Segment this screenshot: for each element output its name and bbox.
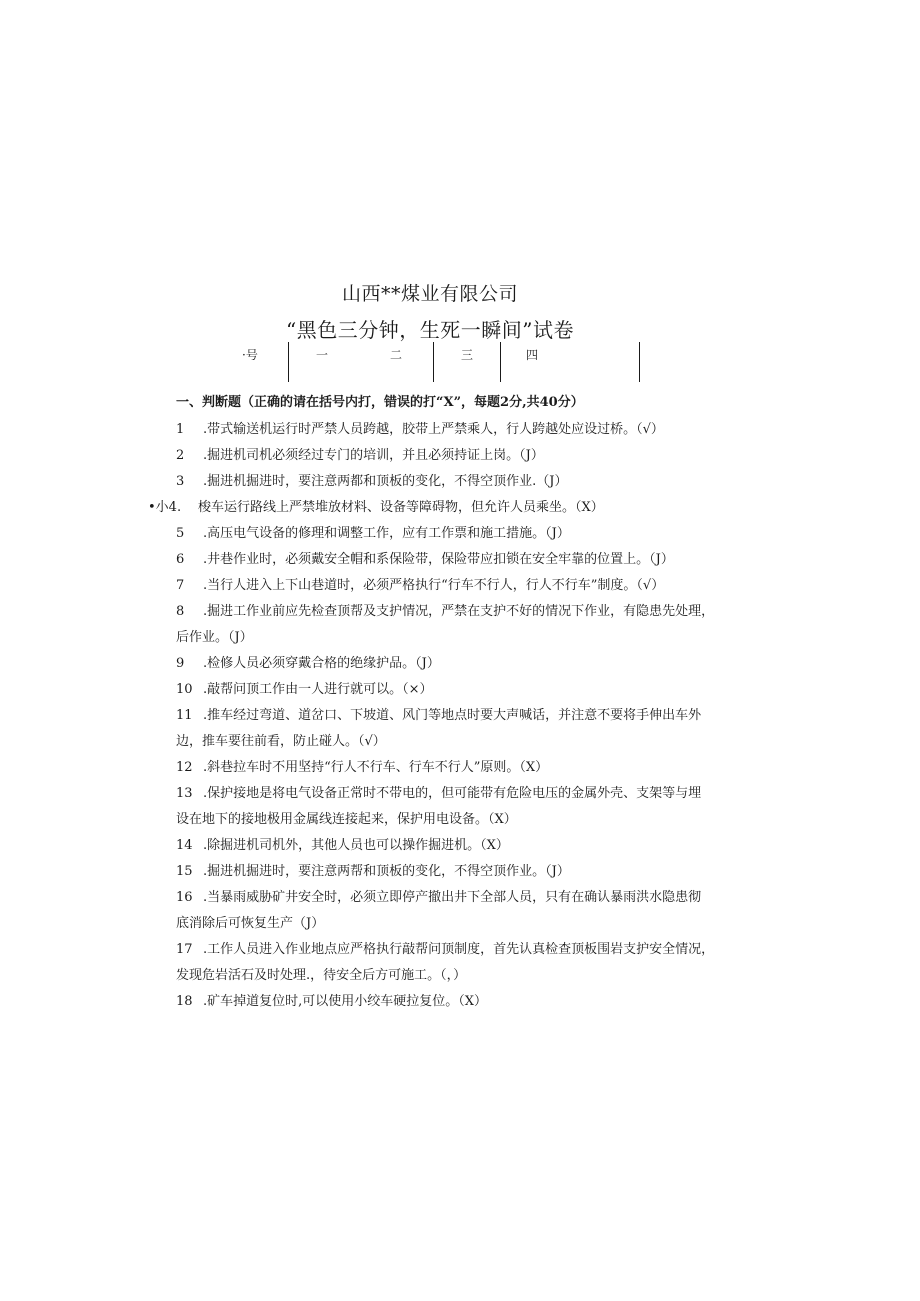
question-text: .保护接地是将电气设备正常时不带电的，但可能带有危险电压的金属外壳、支架等与埋 bbox=[203, 786, 702, 801]
question-number: 3 bbox=[176, 474, 185, 489]
question-text: .高压电气设备的修理和调整工作，应有工作票和施工措施。（J） bbox=[203, 526, 570, 541]
score-col-1: 一 bbox=[316, 348, 329, 362]
table-divider bbox=[500, 342, 501, 382]
question-number: 16 bbox=[176, 890, 193, 905]
question-number: 6 bbox=[176, 552, 185, 567]
question-number: •小4. bbox=[148, 500, 182, 515]
question-text: .敲帮问顶工作由一人进行就可以。（×） bbox=[203, 682, 433, 697]
question-number: 5 bbox=[176, 526, 185, 541]
table-divider bbox=[433, 342, 434, 382]
section-title: 一、判断题（正确的请在括号内打，错误的打“X”，每题2分,共40分） bbox=[176, 395, 584, 410]
question-item bbox=[176, 525, 570, 543]
question-item bbox=[176, 577, 664, 595]
question-text: .斜巷拉车时不用坚持“行人不行车、行车不行人”原则。（X） bbox=[203, 760, 549, 775]
question-number: 8 bbox=[176, 604, 185, 619]
question-text: .工作人员进入作业地点应严格执行敲帮问顶制度，首先认真检查顶板围岩支护安全情况， bbox=[203, 942, 715, 957]
question-continuation: 设在地下的接地极用金属线连接起来，保护用电设备。（X） bbox=[176, 812, 517, 827]
question-number: 15 bbox=[176, 864, 193, 879]
question-item bbox=[176, 421, 664, 439]
score-col-2: 二 bbox=[390, 348, 403, 362]
question-item bbox=[176, 837, 509, 855]
question-item bbox=[176, 551, 674, 569]
question-number: 9 bbox=[176, 656, 185, 671]
question-continuation: 后作业。（J） bbox=[176, 630, 253, 645]
question-item bbox=[176, 889, 701, 907]
question-number: 7 bbox=[176, 578, 185, 593]
question-text: .掘进机掘进时，要注意两都和顶板的变化，不得空顶作业.（J） bbox=[203, 474, 568, 489]
question-text: .检修人员必须穿戴合格的绝缘护品。（J） bbox=[203, 656, 440, 671]
score-col-4: 四 bbox=[526, 348, 539, 362]
score-col-3: 三 bbox=[461, 348, 474, 362]
question-number: 11 bbox=[176, 708, 193, 723]
exam-title: “黑色三分钟，生死一瞬间”试卷 bbox=[286, 318, 574, 342]
question-text: .掘进机司机必须经过专门的培训，并且必须持证上岗。（J） bbox=[203, 448, 544, 463]
question-text: .井巷作业时，必须戴安全帽和系保险带，保险带应扣锁在安全牢靠的位置上。（J） bbox=[203, 552, 674, 567]
question-text: .掘进工作业前应先检查顶帮及支护情况，严禁在支护不好的情况下作业，有隐患先处理， bbox=[203, 604, 715, 619]
question-item bbox=[176, 473, 567, 491]
question-text: .掘进机掘进时，要注意两帮和顶板的变化，不得空顶作业。（J） bbox=[203, 864, 570, 879]
question-number: 14 bbox=[176, 838, 193, 853]
question-text: .当行人进入上下山巷道时，必须严格执行“行车不行人，行人不行车”制度。（√） bbox=[203, 578, 665, 593]
question-item bbox=[176, 681, 433, 699]
question-text: .当暴雨威胁矿井安全时，必须立即停产撤出井下全部人员，只有在确认暴雨洪水隐患彻 bbox=[203, 890, 702, 905]
question-number: 17 bbox=[176, 942, 193, 957]
question-number: 12 bbox=[176, 760, 193, 775]
table-divider bbox=[639, 342, 640, 382]
score-table bbox=[230, 342, 650, 382]
question-number: 1 bbox=[176, 422, 185, 437]
company-name: 山西**煤业有限公司 bbox=[341, 283, 518, 305]
question-number: 13 bbox=[176, 786, 193, 801]
question-text: .矿车掉道复位时,可以使用小绞车硬拉复位。（X） bbox=[203, 994, 488, 1009]
table-divider bbox=[288, 342, 289, 382]
question-item bbox=[176, 863, 570, 881]
score-table-label: ·号 bbox=[242, 348, 258, 362]
question-item bbox=[176, 941, 714, 959]
question-continuation: 边，推车要往前看，防止碰人。（√） bbox=[176, 734, 386, 749]
question-number: 2 bbox=[176, 448, 185, 463]
question-continuation: 底消除后可恢复生产（J） bbox=[176, 916, 325, 931]
question-number: 10 bbox=[176, 682, 193, 697]
question-number: 18 bbox=[176, 994, 193, 1009]
question-text: .带式输送机运行时严禁人员跨越，胶带上严禁乘人，行人跨越处应设过桥。（√） bbox=[203, 422, 664, 437]
question-item bbox=[176, 447, 544, 465]
question-item bbox=[176, 655, 440, 673]
question-item bbox=[148, 499, 604, 517]
question-text: 梭车运行路线上严禁堆放材料、设备等障碍物，但允许人员乘坐。（X） bbox=[198, 500, 604, 515]
question-text: .推车经过弯道、道岔口、下坡道、风门等地点时要大声喊话，并注意不要将手伸出车外 bbox=[203, 708, 702, 723]
question-item bbox=[176, 785, 701, 803]
question-item bbox=[176, 759, 548, 777]
question-item bbox=[176, 993, 487, 1011]
question-item bbox=[176, 603, 714, 621]
question-text: .除掘进机司机外，其他人员也可以操作掘进机。（X） bbox=[203, 838, 509, 853]
question-item bbox=[176, 707, 701, 725]
question-continuation: 发现危岩活石及时处理.，待安全后方可施工。（，） bbox=[176, 968, 467, 983]
